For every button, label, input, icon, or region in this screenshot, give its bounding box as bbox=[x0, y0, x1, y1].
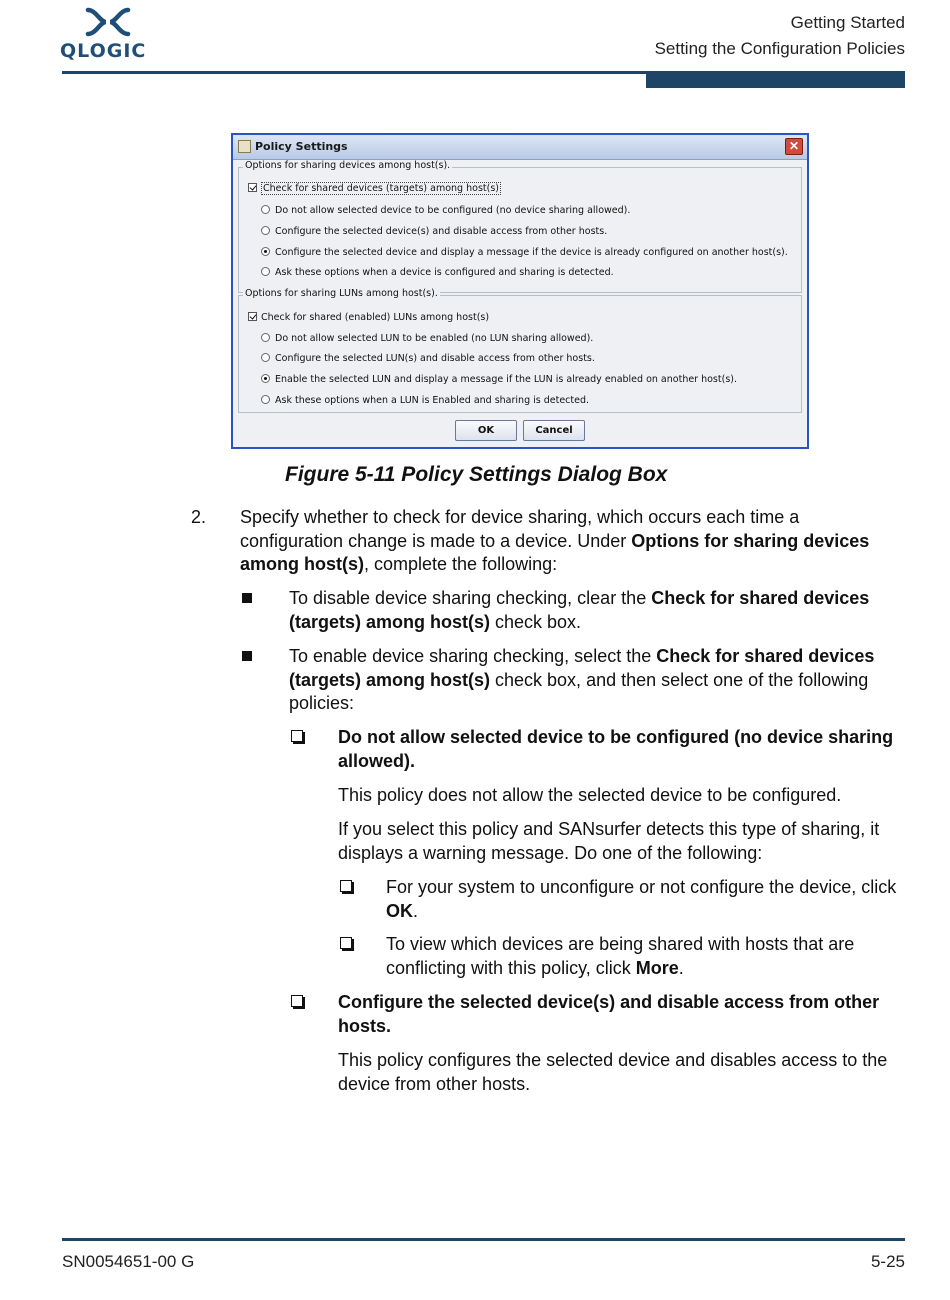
sub-option-more: To view which devices are being shared with hosts that are conflicting with this policy, click More. bbox=[386, 934, 855, 978]
policy-disable-access-desc: This policy configures the selected device and disables access to the device from other hosts. bbox=[338, 1050, 888, 1094]
bullet-square-icon bbox=[242, 593, 252, 603]
radio-icon bbox=[261, 395, 270, 404]
header-accent-block bbox=[646, 71, 905, 88]
device-option-radio[interactable]: Configure the selected device and display a message if the device is already configured on another host(s). bbox=[261, 247, 788, 258]
bullet-enable-checking: To enable device sharing checking, select the Check for shared devices (targets) among host(s) check box, and then select one of the following policies: bbox=[289, 646, 875, 713]
chapter-title: Getting Started bbox=[790, 13, 905, 32]
policy-settings-dialog bbox=[231, 133, 809, 449]
dialog-title: Policy Settings bbox=[255, 140, 348, 153]
radio-icon bbox=[261, 353, 270, 362]
java-cup-icon bbox=[238, 140, 251, 153]
close-button[interactable]: ✕ bbox=[785, 138, 803, 155]
lun-option-radio[interactable]: Configure the selected LUN(s) and disable access from other hosts. bbox=[261, 353, 595, 364]
logo-text: QLOGIC bbox=[60, 40, 147, 62]
device-option-radio[interactable]: Ask these options when a device is configured and sharing is detected. bbox=[261, 267, 614, 278]
checkbox-bullet-icon bbox=[291, 730, 303, 742]
footer-rule bbox=[62, 1238, 905, 1241]
radio-selected-icon bbox=[261, 374, 270, 383]
qlogic-logo-mark-icon bbox=[60, 6, 156, 40]
bullet-square-icon bbox=[242, 651, 252, 661]
step-text: Specify whether to check for device sharing, which occurs each time a configuration change is made to a device. Under Options for sharing devices among host(s), complete the following: bbox=[240, 507, 870, 574]
policy-no-sharing-title: Do not allow selected device to be configured (no device sharing allowed). bbox=[338, 727, 894, 771]
step-number: 2. bbox=[191, 507, 207, 527]
dialog-title-bar bbox=[233, 135, 807, 160]
ok-button[interactable]: OK bbox=[455, 420, 517, 441]
cancel-button[interactable]: Cancel bbox=[523, 420, 585, 441]
section-title: Setting the Configuration Policies bbox=[654, 39, 905, 58]
radio-icon bbox=[261, 333, 270, 342]
check-shared-luns-checkbox[interactable]: Check for shared (enabled) LUNs among host(s) bbox=[248, 312, 489, 323]
checkbox-bullet-icon bbox=[291, 995, 303, 1007]
figure-caption: Figure 5-11 Policy Settings Dialog Box bbox=[285, 463, 668, 486]
device-sharing-group-label: Options for sharing devices among host(s). bbox=[245, 160, 451, 171]
sub-option-ok: For your system to unconfigure or not configure the device, click OK. bbox=[386, 877, 897, 921]
device-option-radio[interactable]: Do not allow selected device to be configured (no device sharing allowed). bbox=[261, 205, 630, 216]
checkbox-checked-icon bbox=[248, 183, 257, 192]
policy-no-sharing-desc: This policy does not allow the selected device to be configured. bbox=[338, 785, 842, 805]
running-header bbox=[655, 10, 905, 62]
radio-icon bbox=[261, 226, 270, 235]
check-shared-devices-checkbox[interactable]: Check for shared devices (targets) among host(s) bbox=[248, 183, 501, 194]
lun-sharing-group-label: Options for sharing LUNs among host(s). bbox=[245, 288, 438, 299]
policy-disable-access-title: Configure the selected device(s) and disable access from other hosts. bbox=[338, 992, 880, 1036]
device-option-radio[interactable]: Configure the selected device(s) and disable access from other hosts. bbox=[261, 226, 607, 237]
checkbox-bullet-icon bbox=[340, 880, 352, 892]
checkbox-checked-icon bbox=[248, 312, 257, 321]
policy-no-sharing-warning: If you select this policy and SANsurfer detects this type of sharing, it displays a warning message. Do one of the following: bbox=[338, 819, 880, 863]
page-number: 5-25 bbox=[870, 1252, 905, 1271]
lun-option-radio[interactable]: Enable the selected LUN and display a message if the LUN is already enabled on another host(s). bbox=[261, 374, 737, 385]
qlogic-logo bbox=[60, 6, 156, 64]
radio-icon bbox=[261, 267, 270, 276]
radio-icon bbox=[261, 205, 270, 214]
bullet-disable-checking: To disable device sharing checking, clear the Check for shared devices (targets) among host(s) check box. bbox=[289, 588, 870, 632]
lun-option-radio[interactable]: Do not allow selected LUN to be enabled (no LUN sharing allowed). bbox=[261, 333, 593, 344]
lun-option-radio[interactable]: Ask these options when a LUN is Enabled and sharing is detected. bbox=[261, 395, 589, 406]
document-number: SN0054651-00 G bbox=[62, 1252, 195, 1271]
checkbox-bullet-icon bbox=[340, 937, 352, 949]
radio-selected-icon bbox=[261, 247, 270, 256]
